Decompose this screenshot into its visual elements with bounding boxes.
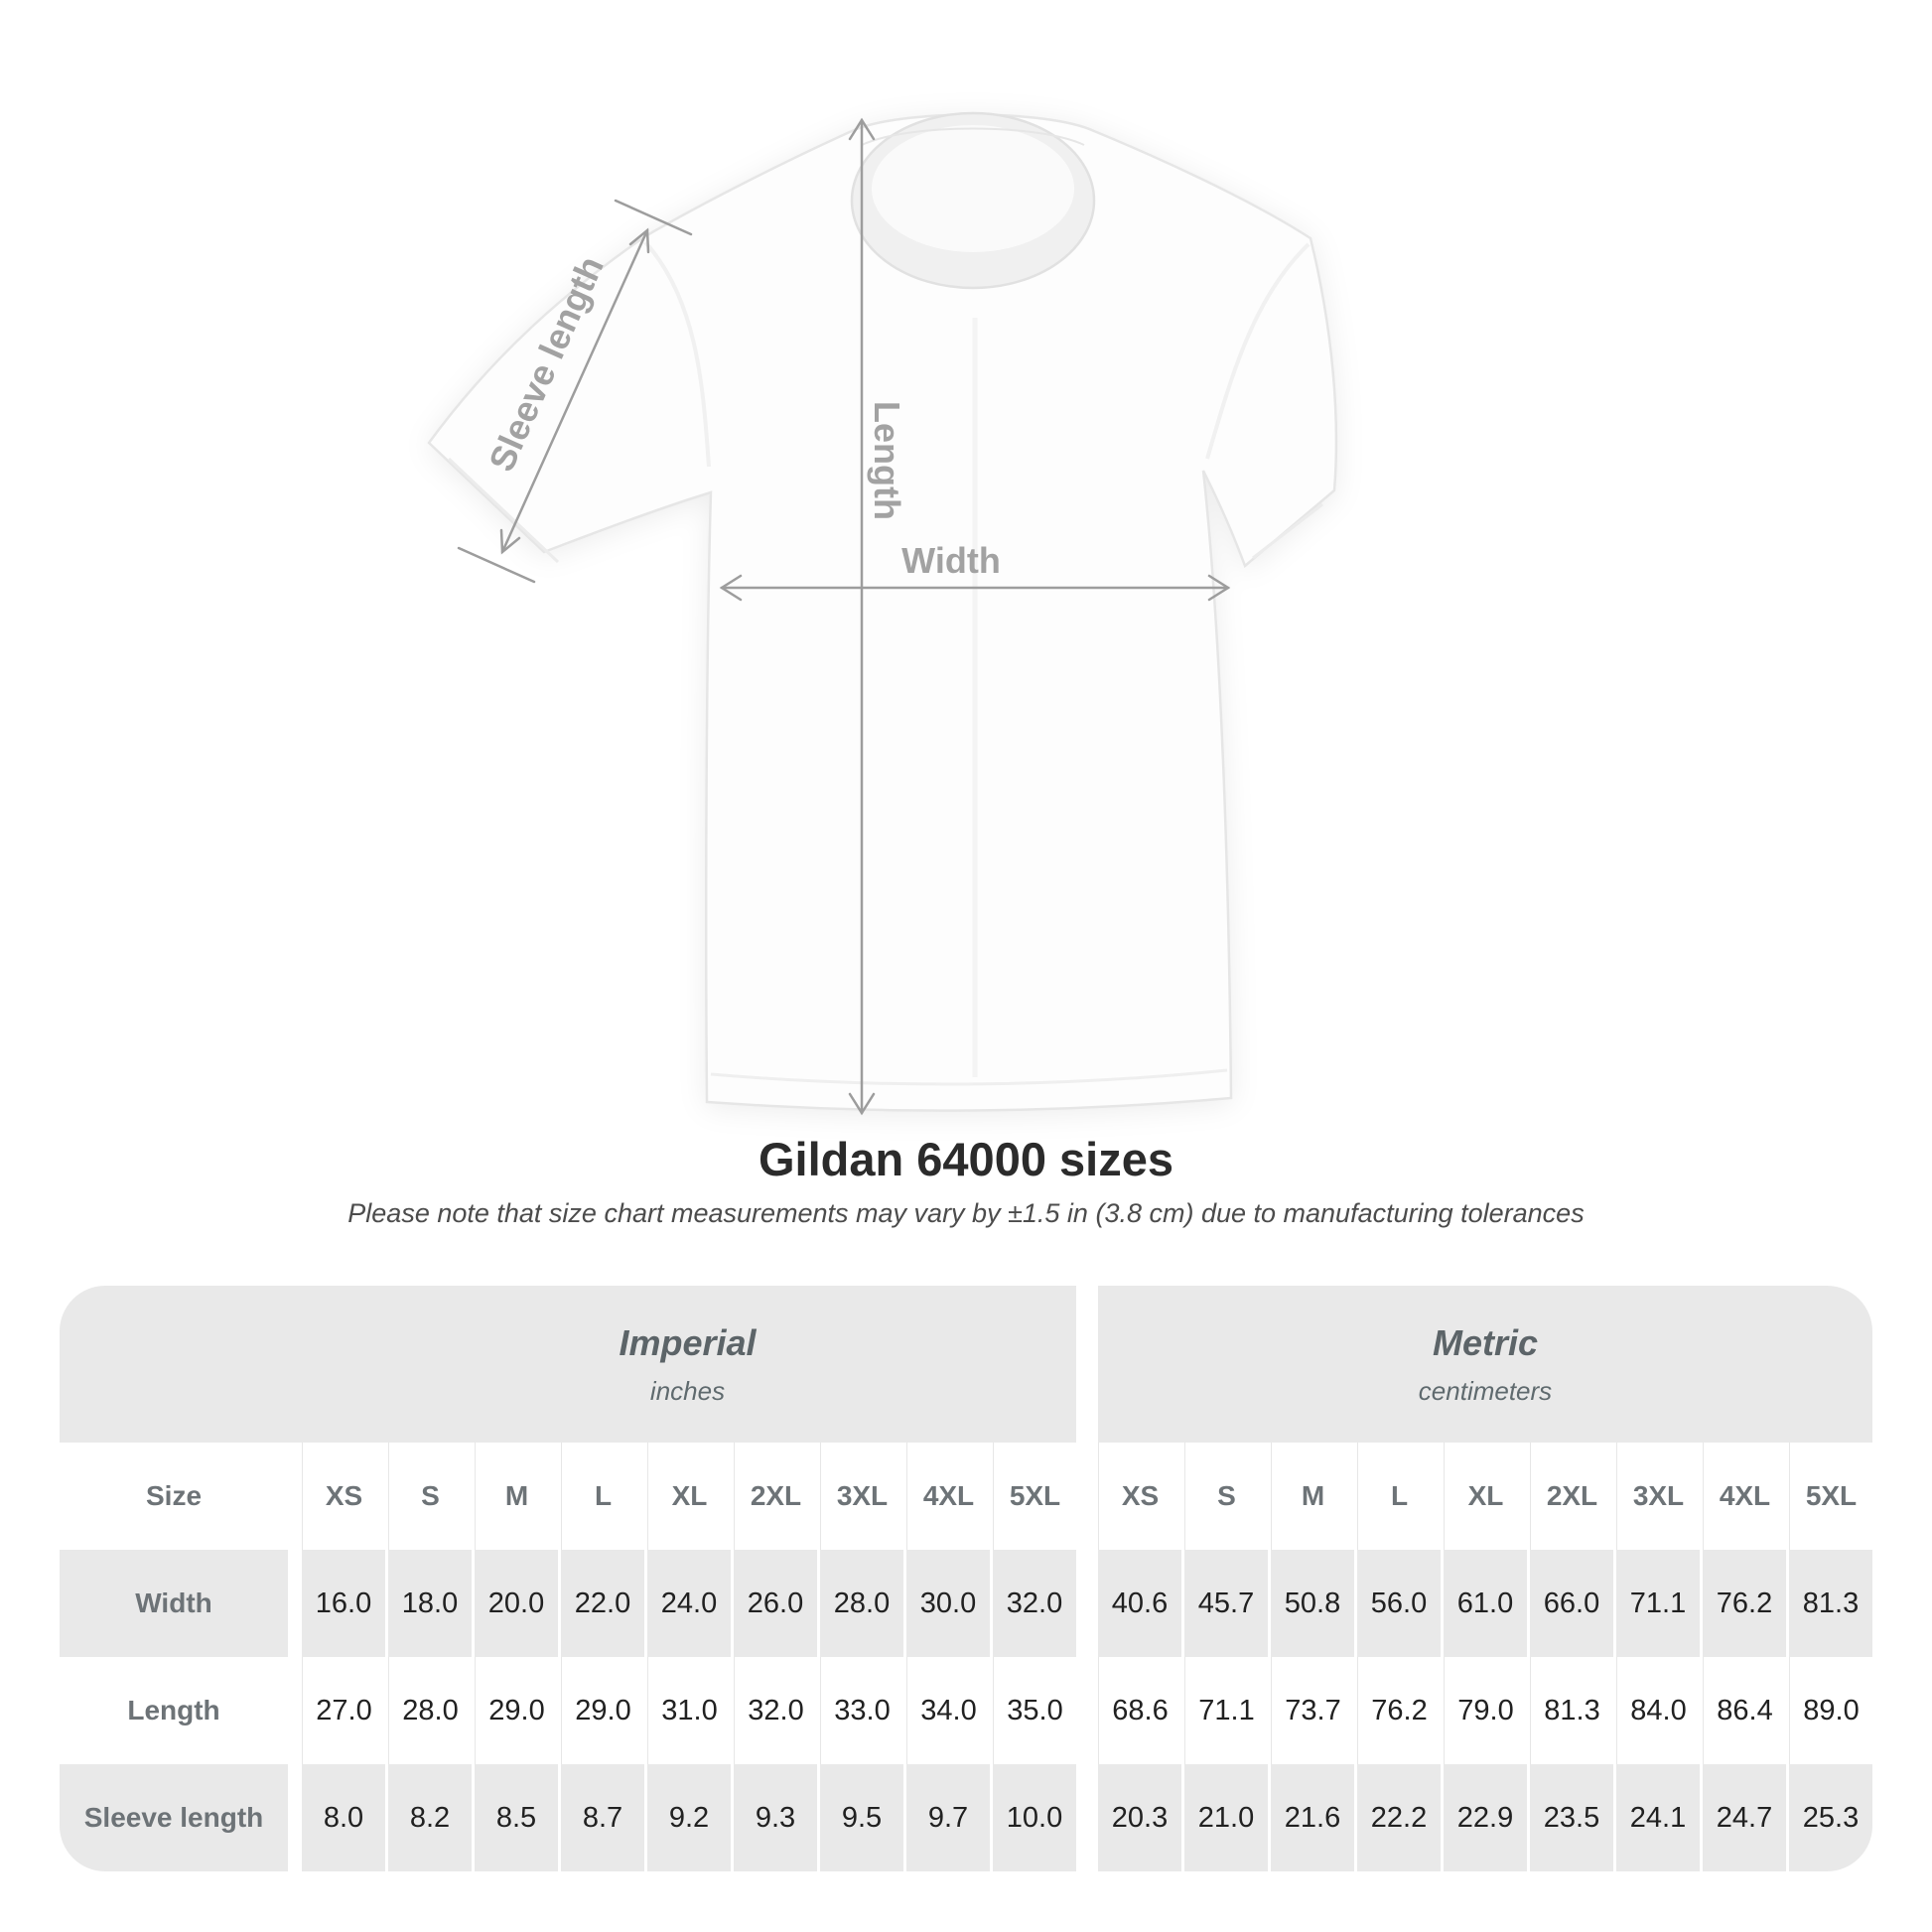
- metric-title: Metric: [1432, 1321, 1539, 1363]
- size-col-imperial-xs: XS: [302, 1443, 385, 1550]
- value-imperial-length-5xl: 35.0: [993, 1657, 1076, 1764]
- value-imperial-length-s: 28.0: [388, 1657, 472, 1764]
- value-metric-sleeve-length-m: 21.6: [1271, 1764, 1354, 1871]
- page-title: Gildan 64000 sizes: [758, 1133, 1174, 1185]
- value-imperial-sleeve-length-xs: 8.0: [302, 1764, 385, 1871]
- value-metric-length-l: 76.2: [1357, 1657, 1441, 1764]
- metric-unit: centimeters: [1418, 1375, 1553, 1406]
- size-col-metric-m: M: [1271, 1443, 1354, 1550]
- value-metric-width-xl: 61.0: [1444, 1550, 1527, 1657]
- value-metric-length-3xl: 84.0: [1616, 1657, 1700, 1764]
- value-metric-width-3xl: 71.1: [1616, 1550, 1700, 1657]
- value-imperial-sleeve-length-5xl: 10.0: [993, 1764, 1076, 1871]
- value-metric-length-5xl: 89.0: [1789, 1657, 1872, 1764]
- value-metric-sleeve-length-3xl: 24.1: [1616, 1764, 1700, 1871]
- value-metric-sleeve-length-s: 21.0: [1184, 1764, 1268, 1871]
- row-label-sleeve-length: Sleeve length: [60, 1764, 288, 1871]
- tolerance-note: Please note that size chart measurements may vary by ±1.5 in (3.8 cm) due to manufacturing tolerances: [347, 1198, 1585, 1228]
- size-col-metric-xl: XL: [1444, 1443, 1527, 1550]
- imperial-header: [60, 1286, 1076, 1443]
- row-label-length: Length: [60, 1657, 288, 1764]
- size-col-metric-3xl: 3XL: [1616, 1443, 1700, 1550]
- value-imperial-sleeve-length-m: 8.5: [475, 1764, 558, 1871]
- size-col-imperial-2xl: 2XL: [734, 1443, 817, 1550]
- value-imperial-length-3xl: 33.0: [820, 1657, 903, 1764]
- value-imperial-length-xs: 27.0: [302, 1657, 385, 1764]
- size-col-metric-xs: XS: [1098, 1443, 1181, 1550]
- value-imperial-width-s: 18.0: [388, 1550, 472, 1657]
- value-metric-sleeve-length-xl: 22.9: [1444, 1764, 1527, 1871]
- value-metric-width-5xl: 81.3: [1789, 1550, 1872, 1657]
- size-col-imperial-s: S: [388, 1443, 472, 1550]
- imperial-title: Imperial: [619, 1321, 757, 1363]
- value-metric-width-xs: 40.6: [1098, 1550, 1181, 1657]
- value-imperial-sleeve-length-3xl: 9.5: [820, 1764, 903, 1871]
- value-imperial-width-xl: 24.0: [647, 1550, 731, 1657]
- value-imperial-width-m: 20.0: [475, 1550, 558, 1657]
- value-imperial-length-xl: 31.0: [647, 1657, 731, 1764]
- size-col-imperial-5xl: 5XL: [993, 1443, 1076, 1550]
- size-col-metric-2xl: 2XL: [1530, 1443, 1613, 1550]
- value-imperial-sleeve-length-l: 8.7: [561, 1764, 644, 1871]
- value-metric-sleeve-length-l: 22.2: [1357, 1764, 1441, 1871]
- size-col-metric-5xl: 5XL: [1789, 1443, 1872, 1550]
- value-imperial-sleeve-length-s: 8.2: [388, 1764, 472, 1871]
- metric-header: [1098, 1286, 1872, 1443]
- value-metric-length-xs: 68.6: [1098, 1657, 1181, 1764]
- size-col-metric-s: S: [1184, 1443, 1268, 1550]
- value-metric-width-2xl: 66.0: [1530, 1550, 1613, 1657]
- value-metric-length-2xl: 81.3: [1530, 1657, 1613, 1764]
- size-col-imperial-xl: XL: [647, 1443, 731, 1550]
- width-measure-label: Width: [901, 540, 1001, 581]
- value-metric-width-m: 50.8: [1271, 1550, 1354, 1657]
- size-col-metric-l: L: [1357, 1443, 1441, 1550]
- value-metric-sleeve-length-4xl: 24.7: [1703, 1764, 1786, 1871]
- tshirt-illustration: [429, 113, 1336, 1111]
- title-block: [0, 1132, 1932, 1229]
- value-imperial-sleeve-length-xl: 9.2: [647, 1764, 731, 1871]
- value-metric-sleeve-length-2xl: 23.5: [1530, 1764, 1613, 1871]
- size-table: [60, 1286, 1872, 1871]
- value-metric-width-s: 45.7: [1184, 1550, 1268, 1657]
- value-imperial-length-l: 29.0: [561, 1657, 644, 1764]
- value-metric-length-xl: 79.0: [1444, 1657, 1527, 1764]
- value-imperial-width-4xl: 30.0: [906, 1550, 990, 1657]
- value-imperial-sleeve-length-2xl: 9.3: [734, 1764, 817, 1871]
- sleeve-length-measure-label: Sleeve length: [481, 249, 612, 478]
- value-metric-width-4xl: 76.2: [1703, 1550, 1786, 1657]
- value-imperial-width-3xl: 28.0: [820, 1550, 903, 1657]
- value-metric-sleeve-length-5xl: 25.3: [1789, 1764, 1872, 1871]
- value-imperial-width-l: 22.0: [561, 1550, 644, 1657]
- length-measure-label: Length: [867, 401, 907, 520]
- size-col-imperial-l: L: [561, 1443, 644, 1550]
- row-label-width: Width: [60, 1550, 288, 1657]
- value-imperial-sleeve-length-4xl: 9.7: [906, 1764, 990, 1871]
- size-col-metric-4xl: 4XL: [1703, 1443, 1786, 1550]
- size-column-header: Size: [60, 1443, 288, 1550]
- value-imperial-width-2xl: 26.0: [734, 1550, 817, 1657]
- value-metric-length-s: 71.1: [1184, 1657, 1268, 1764]
- value-metric-length-4xl: 86.4: [1703, 1657, 1786, 1764]
- value-imperial-width-5xl: 32.0: [993, 1550, 1076, 1657]
- value-imperial-length-2xl: 32.0: [734, 1657, 817, 1764]
- size-col-imperial-4xl: 4XL: [906, 1443, 990, 1550]
- size-col-imperial-3xl: 3XL: [820, 1443, 903, 1550]
- imperial-unit: inches: [649, 1375, 726, 1406]
- value-metric-sleeve-length-xs: 20.3: [1098, 1764, 1181, 1871]
- size-col-imperial-m: M: [475, 1443, 558, 1550]
- value-metric-width-l: 56.0: [1357, 1550, 1441, 1657]
- value-imperial-length-4xl: 34.0: [906, 1657, 990, 1764]
- value-imperial-length-m: 29.0: [475, 1657, 558, 1764]
- value-metric-length-m: 73.7: [1271, 1657, 1354, 1764]
- value-imperial-width-xs: 16.0: [302, 1550, 385, 1657]
